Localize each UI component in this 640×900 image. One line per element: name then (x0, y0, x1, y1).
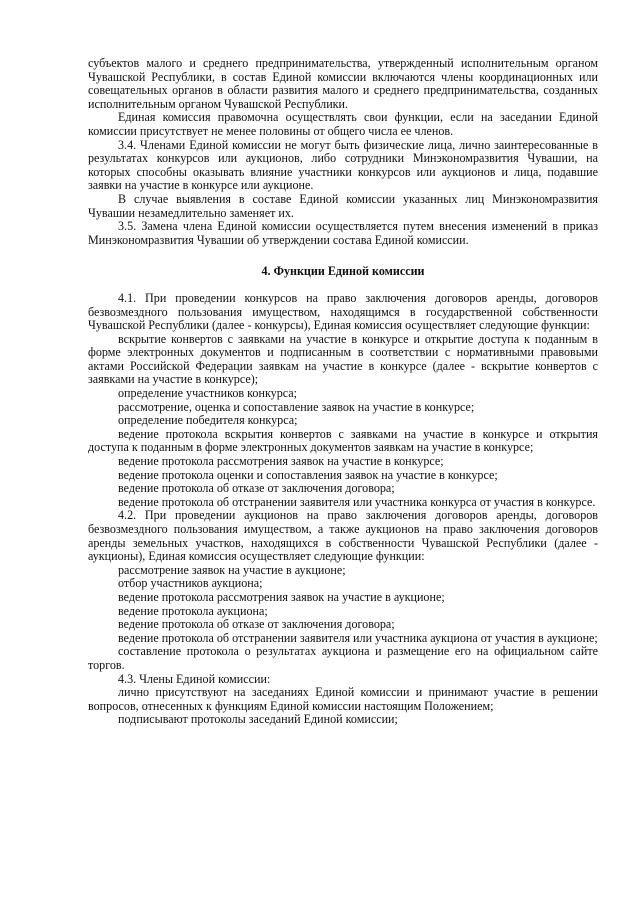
list-item-4-3: подписывают протоколы заседаний Единой комиссии; (118, 712, 398, 727)
list-item-4-2: ведение протокола рассмотрения заявок на участие в аукционе; (118, 589, 445, 604)
list-item-4-1: определение участников конкурса; (118, 386, 297, 401)
list-item-4-1: ведение протокола оценки и сопоставления заявок на участие в конкурсе; (118, 467, 498, 482)
list-item-4-2: составление протокола о результатах аукциона и размещение его на официальном сайте торгов. (88, 644, 598, 672)
paragraph-3-4: 3.4. Членами Единой комиссии не могут быть физические лица, лично заинтересованные в результатах конкурсов или аукционов, либо сотрудники Минэкономразвития Чувашии, на которых способны оказывать влияние участники конкурсов или аукционов и лица, подавшие заявки на участие в конкурсе или аукционе. (88, 137, 598, 193)
list-item-4-1: ведение протокола рассмотрения заявок на участие в конкурсе; (118, 454, 444, 469)
list-item-4-1: ведение протокола вскрытия конвертов с заявками на участие в конкурсе и открытия доступа к поданным в форме электронных документов заявкам на участие в конкурсе; (88, 426, 598, 455)
paragraph-4-1: 4.1. При проведении конкурсов на право заключения договоров аренды, договоров безвозмездного пользования имуществом, находящимся в государственной собственности Чувашской Республики (далее - конкурсы), Единая комиссия осуществляет следующие функции: (88, 290, 598, 333)
paragraph-3-4-replacement: В случае выявления в составе Единой комиссии указанных лиц Минэкономразвития Чувашии незамедлительно заменяет их. (88, 191, 598, 220)
list-item-4-3: лично присутствуют на заседаниях Единой комиссии и принимают участие в решении вопросов, отнесенных к функциям Единой комиссии настоящим Положением; (88, 685, 598, 713)
paragraph-4-3: 4.3. Члены Единой комиссии: (118, 671, 271, 686)
list-item-4-2: рассмотрение заявок на участие в аукционе; (118, 562, 346, 577)
paragraph-continuation: субъектов малого и среднего предпринимательства, утвержденный исполнительным органом Чувашской Республики, в состав Единой комиссии включаются члены координационных или совещательных органов в области развития малого и среднего предпринимательства, созданных исполнительным органом Чувашской Республики. (88, 56, 598, 111)
spacer (88, 279, 598, 292)
list-item-4-2: ведение протокола аукциона; (118, 603, 268, 618)
list-item-4-2: ведение протокола об отстранении заявителя или участника аукциона от участия в аукционе; (118, 630, 598, 645)
list-item-4-1: рассмотрение, оценка и сопоставление заявок на участие в конкурсе; (118, 399, 475, 414)
spacer (88, 247, 598, 261)
list-item-4-1: вскрытие конвертов с заявками на участие в конкурсе и открытие доступа к поданным в форме электронных документов и подписанным в соответствии с нормативными правовыми актами Российской Федерации заявкам на участие в конкурсе (далее - вскрытие конвертов с заявками на участие в конкурсе); (88, 331, 598, 387)
list-item-4-2: ведение протокола об отказе от заключения договора; (118, 617, 395, 632)
list-item-4-1: определение победителя конкурса; (118, 413, 298, 428)
list-item-4-2: отбор участников аукциона; (118, 576, 263, 591)
section-heading: 4. Функции Единой комиссии (261, 264, 425, 279)
paragraph-quorum: Единая комиссия правомочна осуществлять свои функции, если на заседании Единой комиссии присутствует не менее половины от общего числа ее членов. (88, 110, 598, 138)
list-item-4-1: ведение протокола об отказе от заключения договора; (118, 481, 395, 496)
paragraph-4-2: 4.2. При проведении аукционов на право заключения договоров аренды, договоров безвозмездного пользования имуществом, а также аукционов на право заключения договоров аренды земельных участков, находящихся в собственности Чувашской Республики (далее - аукционы), Единая комиссия осуществляет следующие функции: (88, 508, 598, 564)
list-item-4-1: ведение протокола об отстранении заявителя или участника конкурса от участия в конкурсе. (118, 494, 596, 509)
paragraph-3-5: 3.5. Замена члена Единой комиссии осуществляется путем внесения изменений в приказ Минэкономразвития Чувашии об утверждении состава Единой комиссии. (88, 219, 598, 247)
